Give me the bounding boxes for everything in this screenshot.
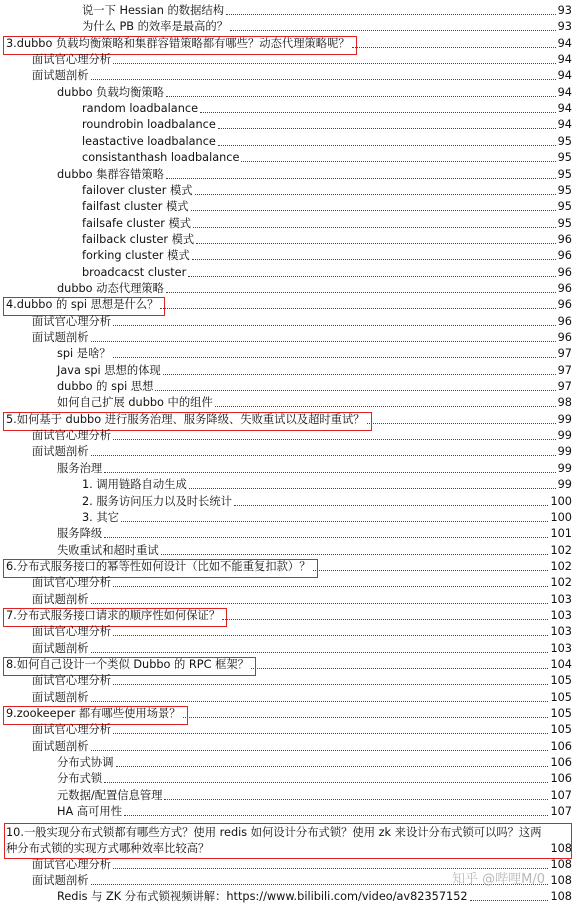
toc-entry[interactable] [32, 723, 572, 737]
toc-entry-page: 95 [557, 183, 572, 197]
dot-leader [192, 259, 556, 260]
toc-entry-label: dubbo 动态代理策略 [57, 281, 164, 295]
dot-leader [166, 178, 556, 179]
toc-entry-label: 2. 服务访问压力以及时长统计 [82, 494, 232, 508]
toc-entry-label: 如何自己扩展 dubbo 中的组件 [57, 396, 213, 410]
dot-leader [113, 357, 556, 358]
toc-entry[interactable] [32, 315, 572, 329]
toc-entry-page: 99 [557, 478, 572, 492]
toc-entry-label: leastactive loadbalance [82, 134, 216, 148]
toc-entry[interactable] [82, 135, 572, 149]
toc-entry-page: 94 [557, 85, 572, 99]
toc-entry[interactable] [57, 396, 572, 410]
toc-entry-page: 105 [550, 723, 572, 737]
toc-entry-page: 95 [557, 200, 572, 214]
watermark: 知乎 @哔哩M/0 [452, 872, 545, 887]
toc-entry-label: 面试题剖析 [32, 445, 89, 459]
toc-entry-label: 面试官心理分析 [32, 314, 112, 328]
toc-entry[interactable] [32, 642, 572, 656]
toc-entry-chapter[interactable] [6, 298, 572, 312]
toc-entry[interactable] [82, 249, 572, 263]
toc-entry[interactable] [82, 4, 572, 18]
toc-entry-page: 95 [557, 151, 572, 165]
dot-leader [234, 505, 549, 506]
toc-entry-page: 96 [557, 331, 572, 344]
toc-entry-chapter[interactable] [6, 413, 572, 427]
toc-entry[interactable] [57, 527, 572, 541]
toc-entry[interactable] [57, 86, 572, 100]
toc-entry-page: 102 [550, 543, 572, 557]
toc-entry-page: 105 [550, 690, 572, 704]
toc-entry-label: failfast cluster 模式 [82, 200, 189, 214]
toc-entry-label: 3. 其它 [82, 510, 119, 524]
dot-leader [113, 63, 556, 64]
toc-entry-page: 102 [550, 576, 572, 590]
toc-entry[interactable] [32, 691, 572, 705]
toc-entry[interactable] [32, 429, 572, 443]
dot-leader [91, 455, 556, 456]
dot-leader [91, 341, 556, 342]
toc-entry-label: 面试题剖析 [32, 690, 89, 704]
toc-entry-page: 106 [550, 739, 572, 753]
toc-entry-page: 97 [557, 363, 572, 377]
dot-leader [196, 243, 555, 244]
toc-entry-label: 面试题剖析 [32, 69, 89, 83]
toc-entry-chapter[interactable] [6, 609, 572, 623]
toc-entry-page: 94 [557, 102, 572, 116]
toc-entry[interactable] [57, 364, 572, 378]
toc-entry[interactable] [57, 789, 572, 803]
dot-leader [222, 619, 548, 620]
toc-entry-page: 99 [557, 412, 572, 426]
toc-entry[interactable] [57, 282, 572, 296]
toc-entry-label: 9.zookeeper 都有哪些使用场景？ [6, 707, 181, 721]
dot-leader [113, 635, 548, 636]
toc-entry-page: 99 [557, 461, 572, 475]
toc-entry-label: spi 是啥？ [57, 347, 111, 361]
toc-entry-label: 5.如何基于 dubbo 进行服务治理、服务降级、失败重试以及超时重试？ [6, 412, 365, 426]
toc-entry-chapter[interactable] [6, 560, 572, 574]
toc-entry-page: 108 [550, 841, 572, 855]
dot-leader [91, 750, 549, 751]
toc-entry-label: 面试题剖析 [32, 739, 89, 753]
toc-entry-chapter[interactable] [6, 37, 572, 51]
toc-entry-label: failsafe cluster 模式 [82, 216, 192, 230]
toc-entry-label: random loadbalance [82, 102, 199, 116]
dot-leader [166, 96, 556, 97]
dot-leader [352, 47, 556, 48]
toc-entry-chapter[interactable] [6, 707, 572, 721]
toc-entry-page: 103 [550, 608, 572, 622]
dot-leader [161, 554, 549, 555]
toc-entry[interactable] [82, 184, 572, 198]
toc-entry-page: 107 [550, 805, 572, 819]
dot-leader [470, 900, 549, 901]
dot-leader [91, 652, 549, 653]
toc-entry-label: Redis 与 ZK 分布式锁视频讲解：https://www.bilibili.com/video/av82357152 [57, 890, 468, 904]
toc-entry-page: 96 [557, 281, 572, 295]
dot-leader [155, 390, 555, 391]
toc-entry-label: 失败重试和超时重试 [57, 543, 159, 557]
toc-entry-page: 96 [557, 265, 572, 279]
toc-entry[interactable] [32, 740, 572, 754]
toc-entry-label: 3.dubbo 负载均衡策略和集群容错策略都有哪些？动态代理策略呢？ [6, 36, 350, 50]
toc-entry-page: 94 [557, 36, 572, 50]
dot-leader [113, 325, 556, 326]
toc-entry-page: 103 [550, 641, 572, 655]
toc-entry-page: 93 [557, 20, 572, 34]
toc-entry-label: 4.dubbo 的 spi 思想是什么？ [6, 298, 159, 312]
dot-leader [113, 586, 548, 587]
toc-entry-label: 面试官心理分析 [32, 429, 112, 443]
toc-entry-page: 106 [550, 772, 572, 786]
toc-entry-page: 96 [557, 314, 572, 328]
dot-leader [251, 668, 548, 669]
dot-leader [104, 537, 548, 538]
dot-leader [313, 570, 549, 571]
toc-entry-page: 95 [557, 216, 572, 230]
toc-entry-label: dubbo 集群容错策略 [57, 167, 164, 181]
toc-entry-label: 7.分布式服务接口请求的顺序性如何保证？ [6, 608, 221, 622]
toc-entry-page: 104 [550, 658, 572, 671]
toc-entry-page: 96 [557, 232, 572, 246]
toc-entry-label: 面试题剖析 [32, 873, 89, 887]
toc-entry[interactable] [32, 331, 572, 345]
toc-entry-page: 94 [557, 69, 572, 83]
toc-entry[interactable] [32, 593, 572, 607]
toc-entry[interactable] [57, 772, 572, 786]
dot-leader [193, 227, 556, 228]
toc-entry-label: dubbo 的 spi 思想 [57, 380, 154, 394]
toc-entry-page: 108 [550, 873, 572, 887]
toc-entry[interactable] [82, 102, 572, 116]
toc-entry-label: roundrobin loadbalance [82, 118, 216, 132]
dot-leader [113, 684, 548, 685]
toc-entry[interactable] [82, 478, 572, 492]
toc-entry-page: 93 [557, 4, 572, 17]
dot-leader [367, 423, 556, 424]
toc-entry-label: 为什么 PB 的效率是最高的？ [82, 20, 229, 34]
toc-entry-label: 说一下 Hessian 的数据结构 [82, 4, 224, 17]
toc-entry[interactable] [57, 805, 572, 819]
dot-leader [113, 439, 556, 440]
toc-entry[interactable] [57, 462, 572, 476]
toc-entry[interactable] [57, 756, 572, 770]
dot-leader [124, 815, 548, 816]
toc-entry-label: 面试题剖析 [32, 331, 89, 344]
toc-entry[interactable] [82, 495, 572, 509]
toc-entry-page: 99 [557, 429, 572, 443]
toc-entry-page: 103 [550, 592, 572, 606]
dot-leader [195, 194, 556, 195]
dot-leader [166, 292, 556, 293]
toc-entry[interactable] [32, 674, 572, 688]
toc-entry-page: 106 [550, 756, 572, 770]
dot-leader [241, 161, 555, 162]
toc-entry-label: 8.如何自己设计一个类似 Dubbo 的 RPC 框架？ [6, 658, 249, 671]
toc-entry-label: dubbo 负载均衡策略 [57, 85, 164, 99]
toc-entry-label: 服务治理 [57, 461, 103, 475]
toc-entry-long [6, 825, 572, 857]
dot-leader [91, 603, 549, 604]
toc-entry-page: 98 [557, 396, 572, 410]
toc-entry[interactable] [32, 445, 572, 459]
toc-entry-page: 96 [557, 249, 572, 263]
toc-entry-label: 面试题剖析 [32, 641, 89, 655]
toc-entry-page: 97 [557, 380, 572, 394]
toc-entry[interactable] [32, 53, 572, 67]
dot-leader [113, 733, 548, 734]
toc-entry-page: 102 [550, 559, 572, 573]
toc-entry-page: 103 [550, 625, 572, 639]
dot-leader [189, 488, 556, 489]
toc-entry-label: 面试题剖析 [32, 592, 89, 606]
toc-entry-label: 面试官心理分析 [32, 723, 112, 737]
toc-entry-page: 95 [557, 167, 572, 181]
dot-leader [215, 406, 556, 407]
dot-leader [191, 210, 556, 211]
toc-entry-label: broadcacst cluster [82, 265, 187, 279]
toc-entry-page: 94 [557, 53, 572, 67]
dot-leader [218, 145, 556, 146]
toc-entry-label: Java spi 思想的体现 [57, 363, 161, 377]
toc-entry-label: 分布式锁 [57, 772, 103, 786]
toc-entry-page: 108 [550, 857, 572, 871]
toc-entry[interactable] [82, 511, 572, 525]
toc-entry-label: HA 高可用性 [57, 805, 123, 819]
dot-leader [91, 79, 556, 80]
toc-entry-page: 107 [550, 788, 572, 802]
toc-entry[interactable] [57, 347, 572, 361]
dot-leader [121, 521, 548, 522]
toc-entry-label: 面试官心理分析 [32, 857, 112, 871]
toc-entry-label: 10.一般实现分布式锁都有哪些方式？使用 redis 如何设计分布式锁？使用 zk 来设计分布式锁可以吗？这两种分布式锁的实现方式哪种效率比较高？ [6, 825, 542, 855]
toc-entry-page: 105 [550, 674, 572, 688]
dot-leader [163, 374, 556, 375]
toc-entry-page: 100 [550, 494, 572, 508]
toc-entry-label: 6.分布式服务接口的幂等性如何设计（比如不能重复扣款）？ [6, 559, 311, 573]
toc-entry-label: 元数据/配置信息管理 [57, 788, 163, 802]
toc-entry[interactable] [82, 266, 572, 280]
toc-entry-page: 94 [557, 118, 572, 132]
toc-entry-page: 108 [550, 890, 572, 904]
toc-entry[interactable] [32, 69, 572, 83]
dot-leader [183, 717, 549, 718]
toc-entry[interactable] [32, 576, 572, 590]
toc-entry-label: 面试官心理分析 [32, 576, 112, 590]
toc-entry-label: 1. 调用链路自动生成 [82, 478, 187, 492]
toc-entry[interactable] [57, 544, 572, 558]
dot-leader [164, 799, 548, 800]
toc-entry-label: forking cluster 模式 [82, 249, 190, 263]
dot-leader [226, 14, 556, 15]
toc-entry-label: 分布式协调 [57, 756, 114, 770]
toc-entry[interactable] [32, 625, 572, 639]
toc-entry[interactable] [82, 217, 572, 231]
toc-entry-page: 100 [550, 510, 572, 524]
toc-entry-label: 面试官心理分析 [32, 625, 112, 639]
toc-entry[interactable] [57, 890, 572, 904]
toc-entry-page: 99 [557, 445, 572, 459]
toc-entry-label: 服务降级 [57, 527, 103, 541]
toc-entry-page: 97 [557, 347, 572, 361]
toc-entry-label: 面试官心理分析 [32, 674, 112, 688]
toc-entry-label: 面试官心理分析 [32, 53, 112, 67]
toc-entry-label: failover cluster 模式 [82, 183, 193, 197]
dot-leader [188, 276, 555, 277]
toc-entry[interactable] [82, 200, 572, 214]
toc-entry-chapter[interactable] [6, 658, 572, 672]
dot-leader [218, 128, 556, 129]
toc-entry[interactable] [57, 168, 572, 182]
dot-leader [200, 112, 556, 113]
dot-leader [104, 472, 555, 473]
toc-entry[interactable] [57, 380, 572, 394]
dot-leader [91, 701, 549, 702]
toc-entry-page: 95 [557, 134, 572, 148]
toc-entry[interactable] [82, 20, 572, 34]
toc-entry-page: 101 [550, 527, 572, 541]
toc-entry-page: 96 [557, 298, 572, 312]
toc-entry-label: failback cluster 模式 [82, 232, 195, 246]
toc-entry[interactable] [82, 233, 572, 247]
toc-entry-label: consistanthash loadbalance [82, 151, 240, 165]
toc-entry[interactable] [82, 118, 572, 132]
toc-entry-page: 105 [550, 707, 572, 721]
dot-leader [230, 30, 556, 31]
dot-leader [116, 766, 549, 767]
toc-entry[interactable] [82, 151, 572, 165]
dot-leader [104, 782, 548, 783]
dot-leader [160, 308, 555, 309]
